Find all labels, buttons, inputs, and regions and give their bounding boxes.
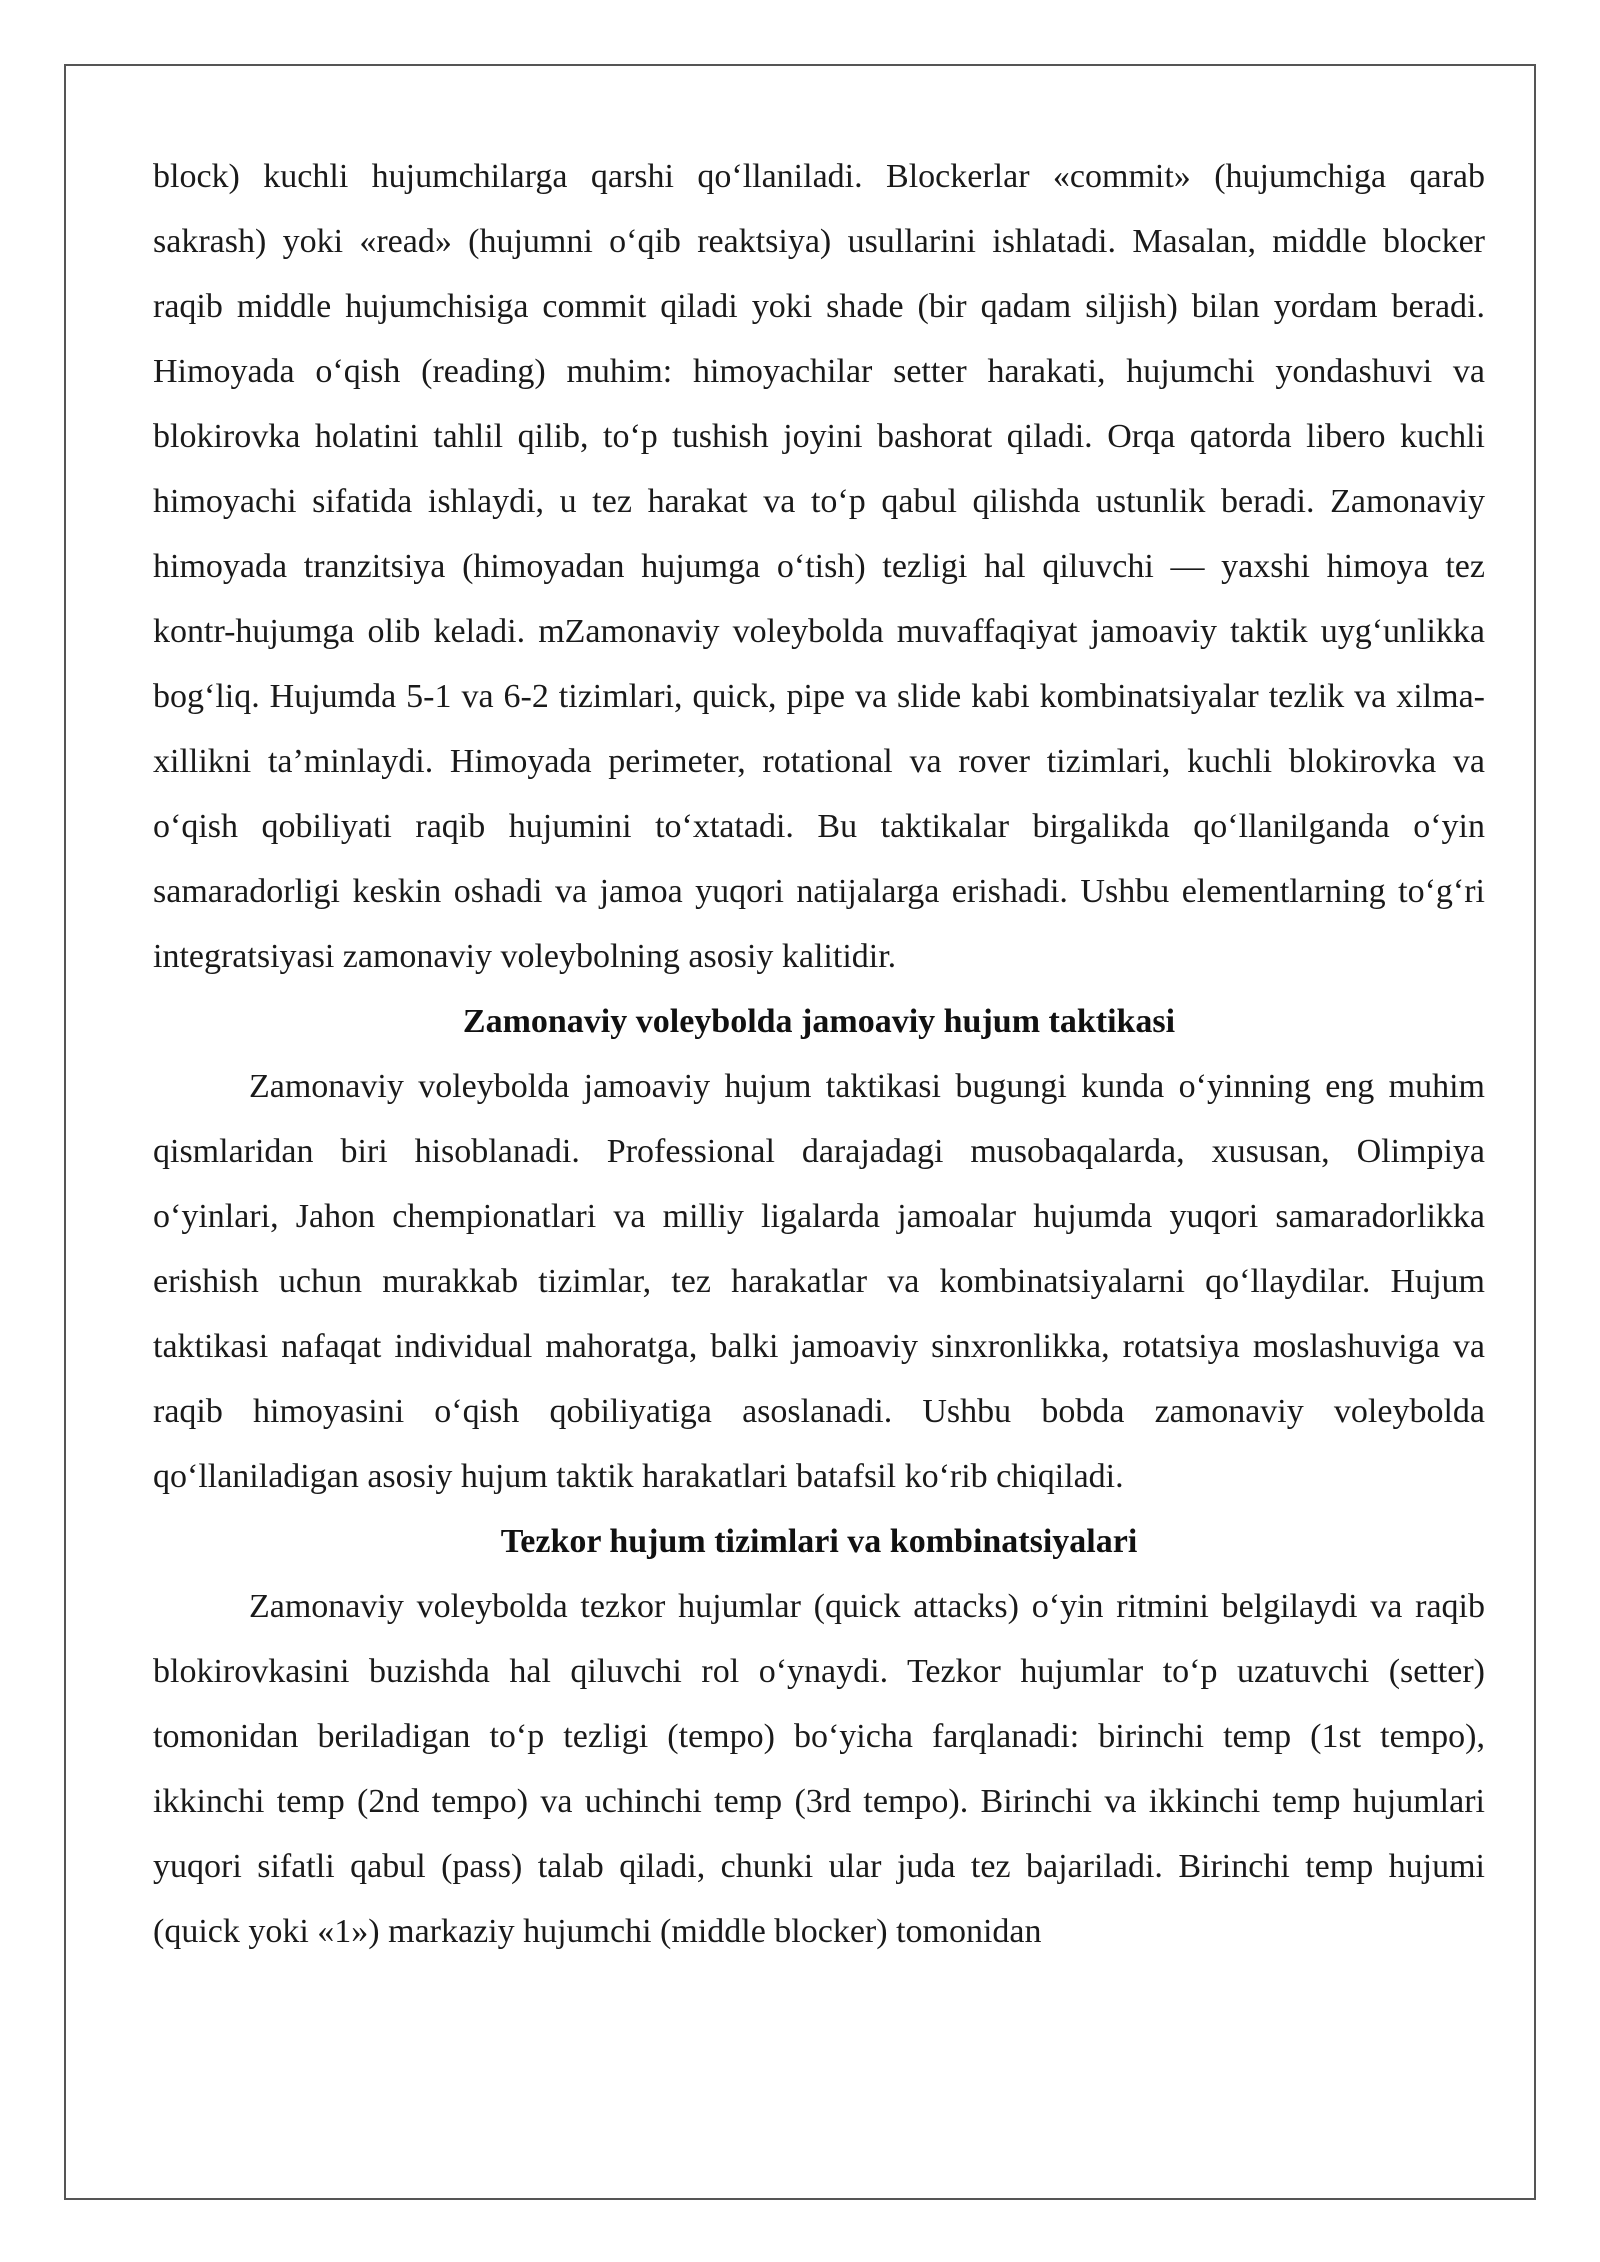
section-heading: Tezkor hujum tizimlari va kombinatsiyalari (500, 1523, 1138, 1560)
body-paragraph: block) kuchli hujumchilarga qarshi qo‘llaniladi. Blockerlar «commit» (hujumchiga qarab sakrash) yoki «read» (hujumni o‘qib reaktsiya) usullarini ishlatadi. Masalan, middle blocker raqib middle hujumchisiga commit qiladi yoki shade (bir qadam siljish) bilan yordam beradi. Himoyada o‘qish (reading) muhim: himoyachilar setter harakati, hujumchi yondashuvi va blokirovka holatini tahlil qilib, to‘p tushish joyini bashorat qiladi. Orqa qatorda libero kuchli himoyachi sifatida ishlaydi, u tez harakat va to‘p qabul qilishda ustunlik beradi. Zamonaviy himoyada tranzitsiya (himoyadan hujumga o‘tish) tezligi hal qiluvchi — yaxshi himoya tez kontr-hujumga olib keladi. mZamonaviy voleybolda muvaffaqiyat jamoaviy taktik uyg‘unlikka bog‘liq. Hujumda 5-1 va 6-2 tizimlari, quick, pipe va slide kabi kombinatsiyalar tezlik va xilma-xillikni ta’minlaydi. Himoyada perimeter, rotational va rover tizimlari, kuchli blokirovka va o‘qish qobiliyati raqib hujumini to‘xtatadi. Bu taktikalar birgalikda qo‘llanilganda o‘yin samaradorligi keskin oshadi va jamoa yuqori natijalarga erishadi. Ushbu elementlarning to‘g‘ri integratsiyasi zamonaviy voleybolning asosiy kalitidir. (153, 158, 1485, 975)
body-paragraph: Zamonaviy voleybolda jamoaviy hujum taktikasi bugungi kunda o‘yinning eng muhim qismlaridan biri hisoblanadi. Professional darajadagi musobaqalarda, xususan, Olimpiya o‘yinlari, Jahon chempionatlari va milliy ligalarda jamoalar hujumda yuqori samaradorlikka erishish uchun murakkab tizimlar, tez harakatlar va kombinatsiyalarni qo‘llaydilar. Hujum taktikasi nafaqat individual mahoratga, balki jamoaviy sinxronlikka, rotatsiya moslashuviga va raqib himoyasini o‘qish qobiliyatiga asoslanadi. Ushbu bobda zamonaviy voleybolda qo‘llaniladigan asosiy hujum taktik harakatlari batafsil ko‘rib chiqiladi. (153, 1068, 1485, 1495)
body-paragraph: Zamonaviy voleybolda tezkor hujumlar (quick attacks) o‘yin ritmini belgilaydi va raqib blokirovkasini buzishda hal qiluvchi rol o‘ynaydi. Tezkor hujumlar to‘p uzatuvchi (setter) tomonidan beriladigan to‘p tezligi (tempo) bo‘yicha farqlanadi: birinchi temp (1st tempo), ikkinchi temp (2nd tempo) va uchinchi temp (3rd tempo). Birinchi va ikkinchi temp hujumlari yuqori sifatli qabul (pass) talab qiladi, chunki ular juda tez bajariladi. Birinchi temp hujumi (quick yoki «1») markaziy hujumchi (middle blocker) tomonidan (153, 1588, 1485, 1950)
section-heading: Zamonaviy voleybolda jamoaviy hujum taktikasi (462, 1003, 1176, 1040)
document-body (153, 144, 1485, 1964)
